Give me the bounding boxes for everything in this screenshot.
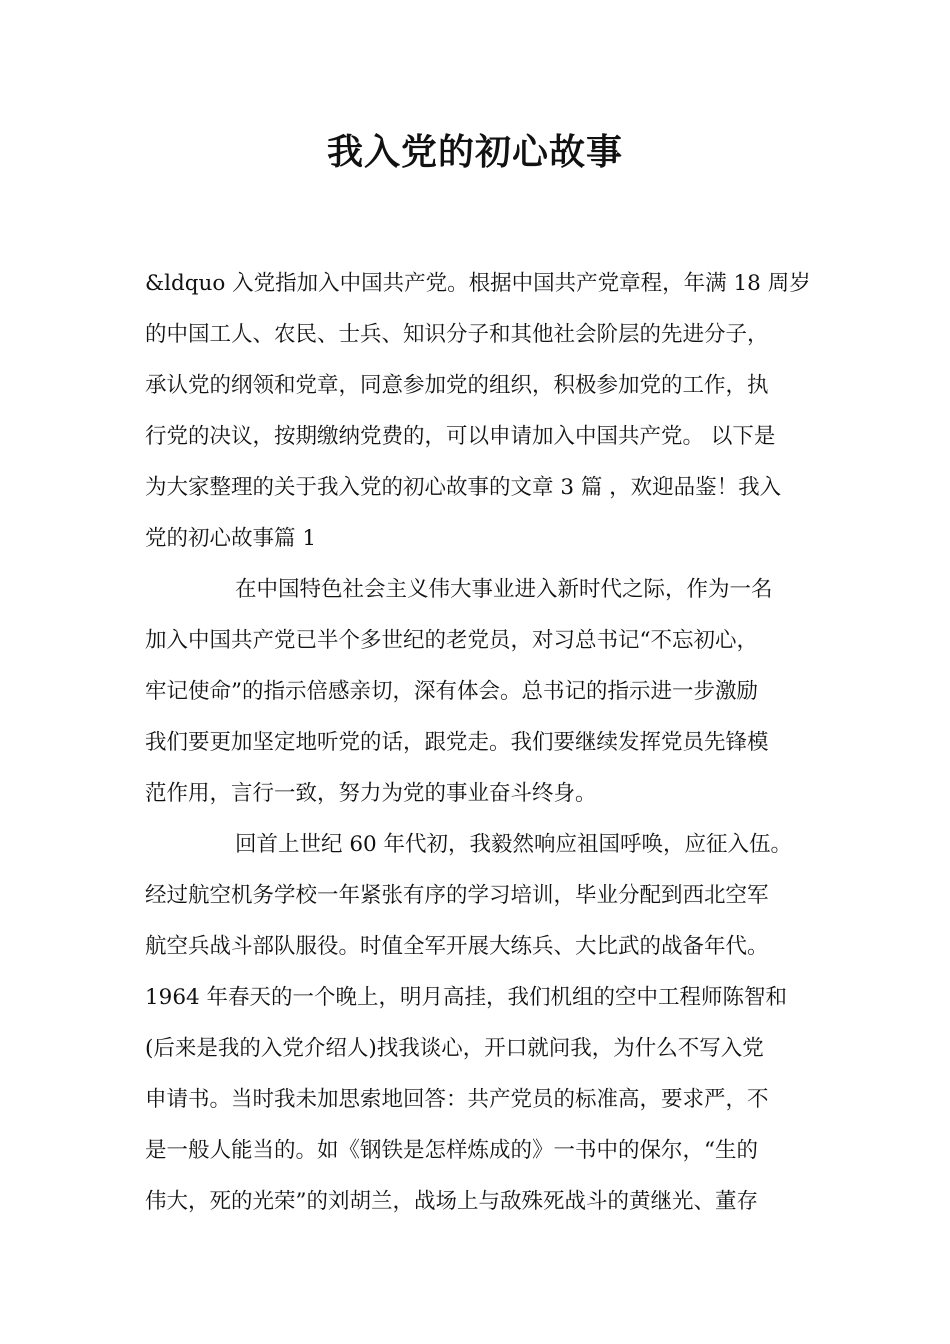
text-line: 范作用，言行一致，努力为党的事业奋斗终身。 — [145, 781, 597, 806]
text-line: (后来是我的入党介绍人)找我谈心，开口就问我，为什么不写入党 — [145, 1036, 764, 1061]
text-line: 牢记使命”的指示倍感亲切，深有体会。总书记的指示进一步激励 — [145, 679, 758, 704]
page-title: 我入党的初心故事 — [326, 131, 623, 173]
text-line: 经过航空机务学校一年紧张有序的学习培训，毕业分配到西北空军 — [145, 883, 769, 908]
text-line: 伟大，死的光荣”的刘胡兰，战场上与敌殊死战斗的黄继光、董存 — [145, 1189, 758, 1214]
paragraph-first-line: 在中国特色社会主义伟大事业进入新时代之际，作为一名 — [235, 577, 773, 602]
text-line: 申请书。当时我未加思索地回答：共产党员的标准高，要求严，不 — [145, 1087, 769, 1112]
text-line: 的中国工人、农民、士兵、知识分子和其他社会阶层的先进分子， — [145, 322, 769, 347]
paragraph-first-line: 回首上世纪 60 年代初，我毅然响应祖国呼唤，应征入伍。 — [235, 832, 793, 857]
text-line: 党的初心故事篇 1 — [145, 526, 317, 551]
text-line: &ldquo 入党指加入中国共产党。根据中国共产党章程，年满 18 周岁 — [145, 271, 811, 296]
text-line: 为大家整理的关于我入党的初心故事的文章 3 篇 ，欢迎品鉴！我入 — [145, 475, 782, 500]
text-line: 1964 年春天的一个晚上，明月高挂，我们机组的空中工程师陈智和 — [145, 985, 788, 1010]
text-line: 我们要更加坚定地听党的话，跟党走。我们要继续发挥党员先锋模 — [145, 730, 769, 755]
text-line: 承认党的纲领和党章，同意参加党的组织，积极参加党的工作，执 — [145, 373, 769, 398]
text-line: 行党的决议，按期缴纳党费的，可以申请加入中国共产党。 以下是 — [145, 424, 776, 449]
text-line: 是一般人能当的。如《钢铁是怎样炼成的》一书中的保尔，“生的 — [145, 1138, 758, 1163]
text-line: 航空兵战斗部队服役。时值全军开展大练兵、大比武的战备年代。 — [145, 934, 769, 959]
article-body — [145, 258, 830, 1227]
text-line: 加入中国共产党已半个多世纪的老党员，对习总书记“不忘初心， — [145, 628, 758, 653]
